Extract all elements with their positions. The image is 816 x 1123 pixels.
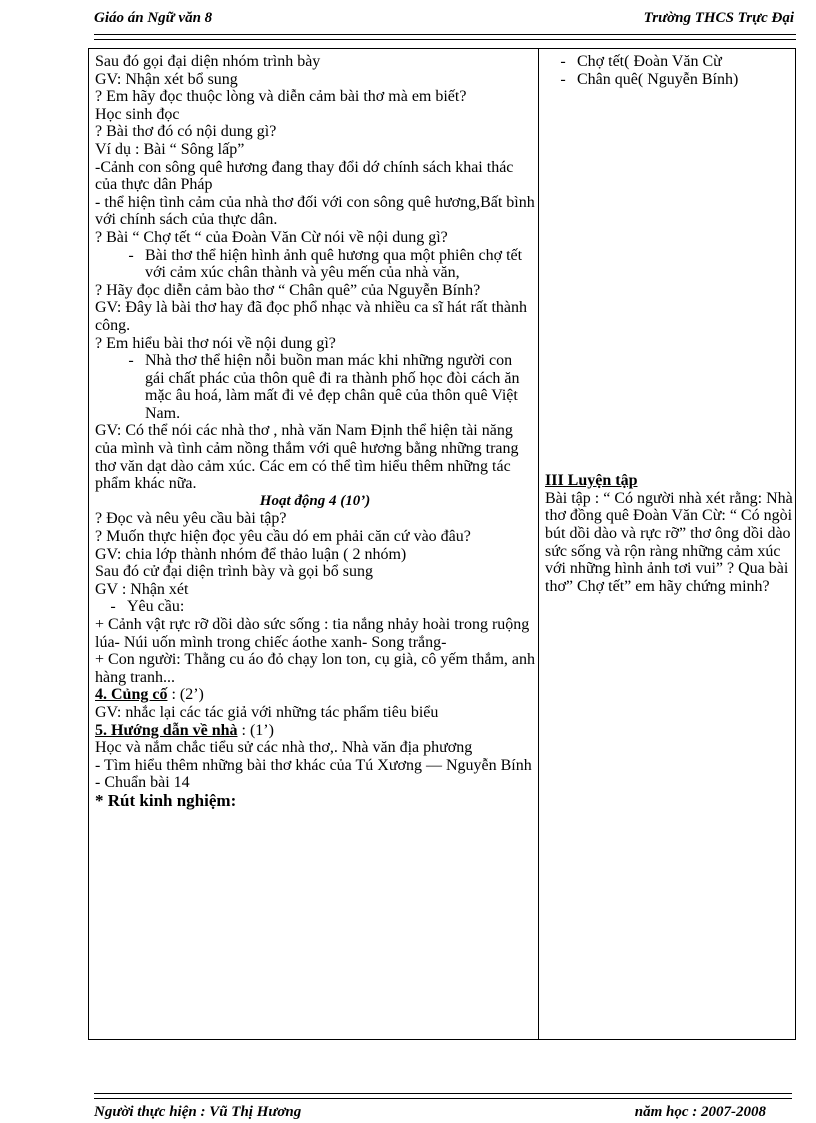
practice-text: Bài tập : “ Có người nhà xét rằng: Nhà thơ đồng quê Đoàn Văn Cừ: “ Có ngòi bút dồi dào và rực rỡ” thơ ông dồi dào sức sống và rộn ràng những cảm xúc với những hình ảnh tơi vui” ? Qua bài thơ” Chợ tết” em hãy chứng minh? bbox=[545, 489, 793, 595]
text-line: -Cảnh con sông quê hương đang thay đổi dớ chính sách khai thác của thực dân Pháp bbox=[95, 158, 514, 194]
bullet-item bbox=[95, 247, 535, 282]
footer-author: Người thực hiện : Vũ Thị Hương bbox=[94, 1104, 302, 1120]
column-divider bbox=[538, 49, 539, 1039]
bullet-item bbox=[545, 71, 793, 89]
activity-heading: Hoạt động 4 (10’) bbox=[259, 492, 371, 509]
bullet-text: Chân quê( Nguyễn Bính) bbox=[577, 70, 739, 88]
text-line: ? Em hiểu bài thơ nói về nội dung gì? bbox=[95, 334, 336, 352]
text-line: GV : Nhận xét bbox=[95, 580, 189, 598]
text-line: Ví dụ : Bài “ Sông lấp” bbox=[95, 140, 245, 158]
bullet-text: Chợ tết( Đoàn Văn Cừ bbox=[577, 53, 722, 70]
dash-bullet: - bbox=[560, 53, 566, 70]
text-line: - Chuẩn bài 14 bbox=[95, 774, 190, 792]
text-line: ? Hãy đọc diễn cảm bào thơ “ Chân quê” của Nguyễn Bính? bbox=[95, 281, 481, 299]
bullet-text: Bài thơ thể hiện hình ảnh quê hương qua một phiên chợ tết với cảm xúc chân thành và yêu mến của nhà văn, bbox=[145, 246, 523, 282]
text-line: ? Bài “ Chợ tết “ của Đoàn Văn Cừ nói về nội dung gì? bbox=[95, 228, 448, 246]
text-line: Học và nắm chắc tiểu sử các nhà thơ,. Nhà văn địa phương bbox=[95, 739, 473, 757]
bullet-item bbox=[545, 53, 793, 71]
text-line: - Tìm hiểu thêm những bài thơ khác của Tú Xương — Nguyễn Bính bbox=[95, 756, 532, 774]
page-header bbox=[94, 10, 794, 32]
section-4-time: : (2’) bbox=[167, 686, 204, 704]
text-line: Học sinh đọc bbox=[95, 105, 180, 123]
header-subject: Giáo án Ngữ văn 8 bbox=[94, 10, 213, 26]
content-column bbox=[545, 53, 793, 595]
footer-school-year: năm học : 2007-2008 bbox=[634, 1104, 766, 1120]
text-line: Sau đó gọi đại diện nhóm trình bày bbox=[95, 53, 321, 70]
bullet-item bbox=[95, 598, 535, 616]
text-line: + Cảnh vật rực rỡ dồi dào sức sống : tia nắng nhảy hoài trong ruộng lúa- Núi uốn mình trong chiếc áothe xanh- Song trắng- bbox=[95, 616, 530, 651]
reflection-heading: * Rút kinh nghiệm: bbox=[95, 790, 237, 810]
section-5-time: : (1’) bbox=[237, 721, 274, 739]
section-5-heading bbox=[95, 722, 535, 740]
text-line: Sau đó cử đại diện trình bày và gọi bổ sung bbox=[95, 563, 373, 581]
teacher-student-activity-column bbox=[95, 53, 535, 810]
dash-bullet: - bbox=[110, 598, 116, 616]
header-school: Trường THCS Trực Đại bbox=[643, 10, 794, 26]
bullet-item bbox=[95, 352, 535, 422]
text-line: GV: nhắc lại các tác giả với những tác phẩm tiêu biểu bbox=[95, 703, 439, 721]
text-line: ? Đọc và nêu yêu cầu bài tập? bbox=[95, 510, 287, 528]
text-line: - thể hiện tình cảm của nhà thơ đối với con sông quê hương,Bất bình với chính sách của thực dân. bbox=[95, 193, 535, 229]
text-line: GV: Có thể nói các nhà thơ , nhà văn Nam Định thể hiện tài năng của mình và tình cảm nồng thắm với quê hương bằng những trang thơ văn dạt dào cảm xúc. Các em có thể tìm hiểu thêm những tác phẩm khác nữa. bbox=[95, 422, 519, 493]
dash-bullet: - bbox=[128, 352, 134, 370]
section-4-title: 4. Củng cố bbox=[95, 686, 168, 704]
section-5-title: 5. Hướng dẫn về nhà bbox=[95, 721, 238, 739]
practice-heading: III Luyện tập bbox=[545, 472, 638, 490]
text-line: ? Muốn thực hiện đọc yêu cầu dó em phải căn cứ vào đâu? bbox=[95, 528, 471, 546]
text-line: ? Bài thơ đó có nội dung gì? bbox=[95, 123, 277, 141]
text-line: GV: Đây là bài thơ hay đã đọc phổ nhạc và nhiều ca sĩ hát rất thành công. bbox=[95, 299, 528, 334]
dash-bullet: - bbox=[560, 70, 566, 88]
text-line: ? Em hãy đọc thuộc lòng và diễn cảm bài thơ mà em biết? bbox=[95, 88, 467, 106]
footer-divider bbox=[94, 1093, 792, 1099]
text-line: GV: chia lớp thành nhóm để thảo luận ( 2 nhóm) bbox=[95, 545, 407, 563]
spacer bbox=[545, 88, 793, 472]
header-divider bbox=[94, 34, 796, 40]
lesson-table bbox=[88, 48, 796, 1040]
dash-bullet: - bbox=[128, 246, 134, 264]
section-4-heading bbox=[95, 686, 535, 704]
bullet-text: Nhà thơ thể hiện nỗi buồn man mác khi những người con gái chất phác của thôn quê đi ra thành phố học đòi cách ăn mặc âu hoá, làm mất đi vẻ đẹp chân quê của thôn quê Việt Nam. bbox=[145, 352, 520, 422]
text-line: GV: Nhận xét bổ sung bbox=[95, 70, 238, 88]
bullet-text: Yêu cầu: bbox=[127, 598, 185, 616]
text-line: + Con người: Thằng cu áo đỏ chạy lon ton, cụ già, cô yếm thắm, anh hàng tranh... bbox=[95, 651, 535, 686]
